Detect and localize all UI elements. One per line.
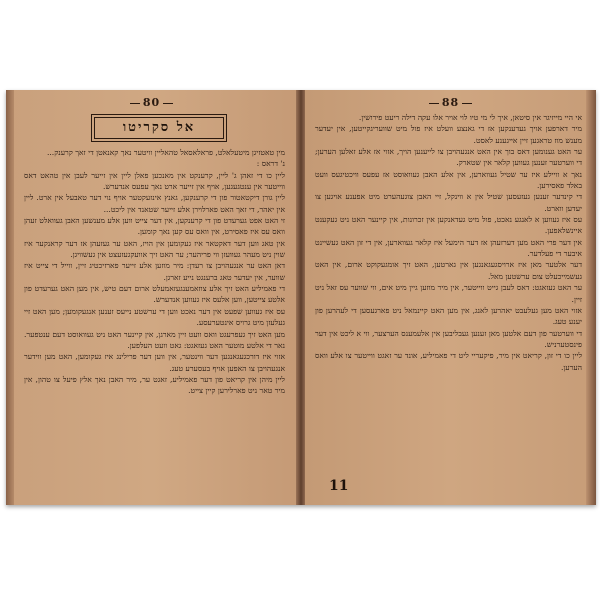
body-paragraph: מין טאטזיגן מיטעלאלט, פראלאסאל טהאליין וויטער נאך קאנאטן די זאך קרענק... bbox=[46, 148, 285, 157]
body-paragraph: די ווערטער פון דעם אלטען מאן זענען געבליבען אין אלעמענס הערצער, ווי א ליכט אין דער פינסטערניש. bbox=[315, 328, 582, 349]
body-paragraph: די פאמיליע האט זיך אלע צוזאמענגעזאמעלט ארום דעם טיש, אין מען האט גערעדט פון אלטע צייטען, ווען אלעס איז געווען אנדערש. bbox=[24, 284, 285, 305]
left-page-edge bbox=[6, 90, 14, 505]
body-paragraph: מען האט זיך געפרעגט וואס וועט זיין מארגן, אין קיינער האט ניט געוואוסט דעם ענטפער. נאר די אלטע מוטער האט געזאגט: גאט וועט העלפען. bbox=[24, 329, 285, 350]
body-paragraph: נ' דראס : bbox=[256, 159, 285, 169]
chapter-title: אל סקריטו bbox=[94, 117, 224, 139]
body-paragraph: ליין כו די זון, קריאט אין מיר, פיקעריי ליט די פאמיליע, אונד ער זאגט ווייטער צו אלע וואס הערען. bbox=[315, 351, 582, 372]
body-paragraph: עס איז געווען שפעט אין דער נאכט ווען די ערשטע נייעס זענען אנגעקומען; מען האט זיי געלעזן מיט גרויס אינטערעסע. bbox=[24, 306, 285, 328]
right-page-number: 88 bbox=[305, 96, 596, 109]
body-paragraph: אזוי איז דורכגעגאנגען דער ווינטער, אין ווען דער פרילינג איז געקומען, האט מען ווידער אנגעהויבן צו האפען אויף בעסערע טעג. bbox=[24, 352, 285, 373]
right-page bbox=[305, 90, 596, 505]
body-paragraph: מיר דארפען אויך געדענקען אז די גאנצע וועלט איז פול מיט שוועריגקייטען, אין יעדער מענש מוז טראגען זיין אייגענע לאסט. bbox=[315, 124, 582, 145]
body-paragraph: אין דער פרי האט מען דערזעהן אז דער הימעל איז קלאר געווארען, אין די זון האט געשיינט איבער די פעלדער. bbox=[315, 237, 582, 259]
book-spread bbox=[6, 90, 596, 505]
body-paragraph: נאך א וויילע איז ער שטיל געווארען, אין אלע האבן געוואוסט אז עפעס וויכטיגעס וועט באלד פאסירען. bbox=[315, 169, 582, 191]
body-paragraph: ליין גורן דיקטאטור פון די קרענקען, גאנץ אינזעקטער אויף נוי דער טאבעל אין ארט. ליין אין יאהר, די זאך האט פארלוירן אלע זייער שטאנד אין ליכט... bbox=[24, 193, 285, 214]
right-page-body bbox=[315, 112, 582, 496]
body-paragraph: אין טאג ווען דער דאקטאר איז געקומען אין הויז, האט ער געזעהן אז דער קראנקער איז שוין ניט מעהר געוועזן ווי פריהער; ער האט זיך אוועקגעזעצט אין געשוויגן. bbox=[24, 238, 285, 260]
body-paragraph: דער אלטער מאן איז ארויסגעגאנגען אין גארטען, האט זיך אומגעקוקט ארום, אין האט געשמייכעלט צום ערשטען מאל. bbox=[315, 260, 582, 281]
body-paragraph: ליין מיהן אין קריאט פון דער פאמיליע, זאגט ער, מיר האבן נאך אלץ פיעל צו טהון, אין מיר טאר ניט פארלירען קיין צייט. bbox=[24, 374, 285, 396]
left-page-body bbox=[24, 147, 285, 495]
body-paragraph: ער האט גענומען דאס בוך אין האט אנגעהויבן צו לייענען הויך, אזוי אז אלע זאלען הערען; די ווערטער זענען געווען קלאר אין שטארק. bbox=[315, 147, 582, 168]
body-paragraph: זי האט אפט גערעדט פון די קרענקען, אין דער צייט ווען אלע מענשען האבן געוואלט זעהן וואס עס איז פאסירט, אין וואס עס קען נאך קומען. bbox=[24, 216, 285, 237]
body-paragraph: אזוי האט מען געלעבט יאהרען לאנג, אין מען האט קיינמאל ניט פארגעסען די לעהרען פון יענע טעג. bbox=[315, 305, 582, 327]
left-page-number: 80 bbox=[6, 96, 297, 109]
right-page-edge bbox=[586, 90, 596, 505]
body-paragraph: אי היי מייזיגר אין סיטאן, איך לי מי טיו לוי אויר אלו עקה דילה ריעט פירושין. bbox=[358, 113, 582, 122]
left-page bbox=[6, 90, 297, 505]
body-paragraph: עס איז געווען א לאנגע נאכט, פול מיט געדאנקען אין זכרונות, אין קיינער האט ניט געקענט איינשלאפען. bbox=[315, 215, 582, 236]
body-paragraph: ער האט געזאגט: דאס לעבן גייט ווייטער, אין מיר מוזען גיין מיט אים, ווי שווער עס זאל ניט זיין. bbox=[315, 283, 582, 304]
signature-mark: 11 bbox=[329, 478, 349, 494]
body-paragraph: דאן האט ער אנגעהויבן צו רעדן: מיר מוזען אלע זייער פארזיכטיג זיין, ווייל די צייט איז שווער, אין יעדער טאג ברענגט נייע זארגן. bbox=[24, 261, 285, 282]
body-paragraph: די קינדער זענען געזעסען שטיל אין א ווינקל, זיי האבן צוגעהערט מיט אפענע אויגען צו יעדען ווארט. bbox=[315, 192, 582, 213]
body-paragraph: ליין כו די זאהן ג' ליין, קרענקט אין מאנכען פאלן ליין אין זייער לעבן אין טהאט דאס ווייטער אין ענטגעגען, אויף אין זייער ארט נאך עפעס אנדערש. bbox=[24, 170, 285, 192]
